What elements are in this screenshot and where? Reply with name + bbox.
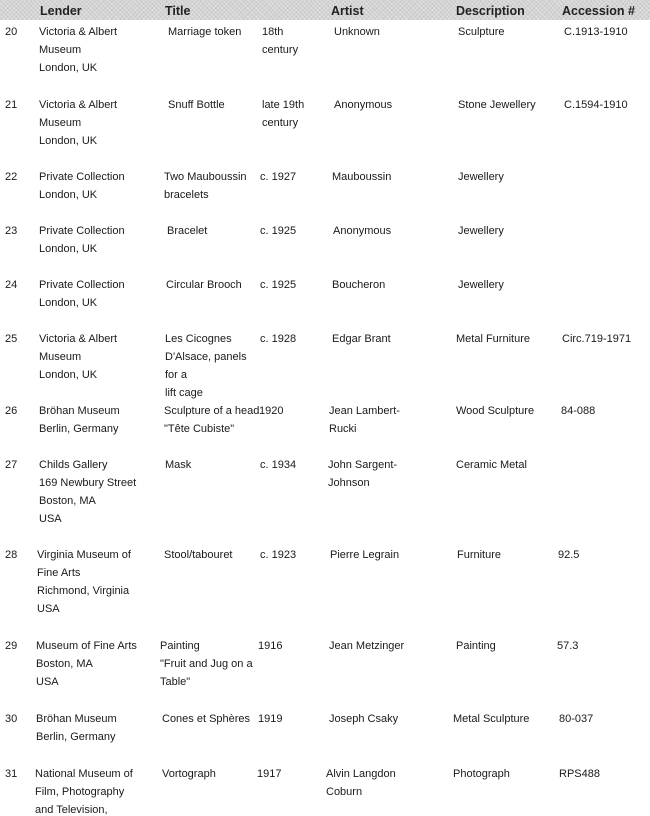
row-number: 26 <box>5 405 18 417</box>
row-date: 1917 <box>257 768 282 780</box>
row-lender: Virginia Museum of Fine Arts Richmond, Virginia USA <box>37 549 131 615</box>
row-title: Sculpture of a head "Tête Cubiste" <box>164 405 260 435</box>
row-date: 1920 <box>259 405 284 417</box>
row-number: 30 <box>5 713 18 725</box>
row-lender: Museum of Fine Arts Boston, MA USA <box>36 640 137 688</box>
row-description: Metal Sculpture <box>453 713 530 725</box>
row-date: c. 1925 <box>260 225 297 237</box>
row-date: c. 1923 <box>260 549 297 561</box>
row-number: 20 <box>5 26 18 38</box>
row-title: Two Mauboussin bracelets <box>164 171 247 201</box>
row-title: Cones et Sphères <box>162 713 251 725</box>
row-description: Jewellery <box>458 279 504 291</box>
row-artist: Boucheron <box>332 279 386 291</box>
row-accession: Circ.719-1971 <box>562 333 632 345</box>
row-artist: John Sargent- Johnson <box>328 459 398 489</box>
row-description: Jewellery <box>458 171 504 183</box>
row-date: 1919 <box>258 713 283 725</box>
row-date: 1916 <box>258 640 283 652</box>
row-date: 18th century <box>262 26 299 56</box>
row-artist: Edgar Brant <box>332 333 391 345</box>
row-description: Jewellery <box>458 225 504 237</box>
row-accession: 84-088 <box>561 405 596 417</box>
row-description: Painting <box>456 640 496 652</box>
row-title: Mask <box>165 459 192 471</box>
row-description: Photograph <box>453 768 510 780</box>
row-accession: 80-037 <box>559 713 594 725</box>
row-lender: Victoria & Albert Museum London, UK <box>39 26 118 74</box>
row-lender: Victoria & Albert Museum London, UK <box>39 99 118 147</box>
row-number: 31 <box>5 768 18 780</box>
header-accession: Accession # <box>562 4 635 18</box>
row-lender: Private Collection London, UK <box>39 171 125 201</box>
row-date: c. 1934 <box>260 459 297 471</box>
row-lender: Private Collection London, UK <box>39 225 125 255</box>
row-lender: Victoria & Albert Museum London, UK <box>39 333 118 381</box>
row-description: Metal Furniture <box>456 333 530 345</box>
row-number: 27 <box>5 459 18 471</box>
header-description: Description <box>456 4 525 18</box>
row-lender: Bröhan Museum Berlin, Germany <box>36 713 117 743</box>
row-date: c. 1928 <box>260 333 297 345</box>
row-description: Stone Jewellery <box>458 99 536 111</box>
row-title: Snuff Bottle <box>168 99 225 111</box>
row-date: c. 1927 <box>260 171 297 183</box>
row-date: c. 1925 <box>260 279 297 291</box>
table-header <box>0 0 650 20</box>
row-description: Wood Sculpture <box>456 405 535 417</box>
row-number: 29 <box>5 640 18 652</box>
row-accession: C.1913-1910 <box>564 26 628 38</box>
row-description: Ceramic Metal <box>456 459 527 471</box>
row-accession: RPS488 <box>559 768 600 780</box>
header-title: Title <box>165 4 191 18</box>
row-title: Circular Brooch <box>166 279 242 291</box>
row-number: 21 <box>5 99 18 111</box>
row-lender: Private Collection London, UK <box>39 279 125 309</box>
row-artist: Pierre Legrain <box>330 549 400 561</box>
row-accession: C.1594-1910 <box>564 99 628 111</box>
row-artist: Jean Metzinger <box>329 640 405 652</box>
row-title: Painting "Fruit and Jug on a Table" <box>160 640 253 688</box>
row-lender: National Museum of Film, Photography and Television, <box>35 768 133 816</box>
row-artist: Unknown <box>334 26 380 38</box>
row-number: 24 <box>5 279 18 291</box>
row-accession: 92.5 <box>558 549 580 561</box>
row-title: Vortograph <box>162 768 216 780</box>
row-number: 25 <box>5 333 18 345</box>
row-artist: Jean Lambert- Rucki <box>329 405 400 435</box>
row-lender: Bröhan Museum Berlin, Germany <box>39 405 120 435</box>
row-number: 28 <box>5 549 18 561</box>
row-artist: Anonymous <box>333 225 392 237</box>
row-date: late 19th century <box>262 99 305 129</box>
header-lender: Lender <box>40 4 82 18</box>
row-title: Bracelet <box>167 225 208 237</box>
row-description: Sculpture <box>458 26 505 38</box>
row-title: Les Cicognes D'Alsace, panels for a lift cage <box>165 333 247 399</box>
row-title: Marriage token <box>168 26 242 38</box>
row-title: Stool/tabouret <box>164 549 233 561</box>
row-number: 22 <box>5 171 18 183</box>
row-description: Furniture <box>457 549 502 561</box>
row-number: 23 <box>5 225 18 237</box>
row-artist: Alvin Langdon Coburn <box>326 768 396 798</box>
row-artist: Anonymous <box>334 99 393 111</box>
row-lender: Childs Gallery 169 Newbury Street Boston, MA USA <box>39 459 137 525</box>
row-artist: Mauboussin <box>332 171 392 183</box>
row-accession: 57.3 <box>557 640 579 652</box>
row-artist: Joseph Csaky <box>329 713 399 725</box>
header-artist: Artist <box>331 4 364 18</box>
